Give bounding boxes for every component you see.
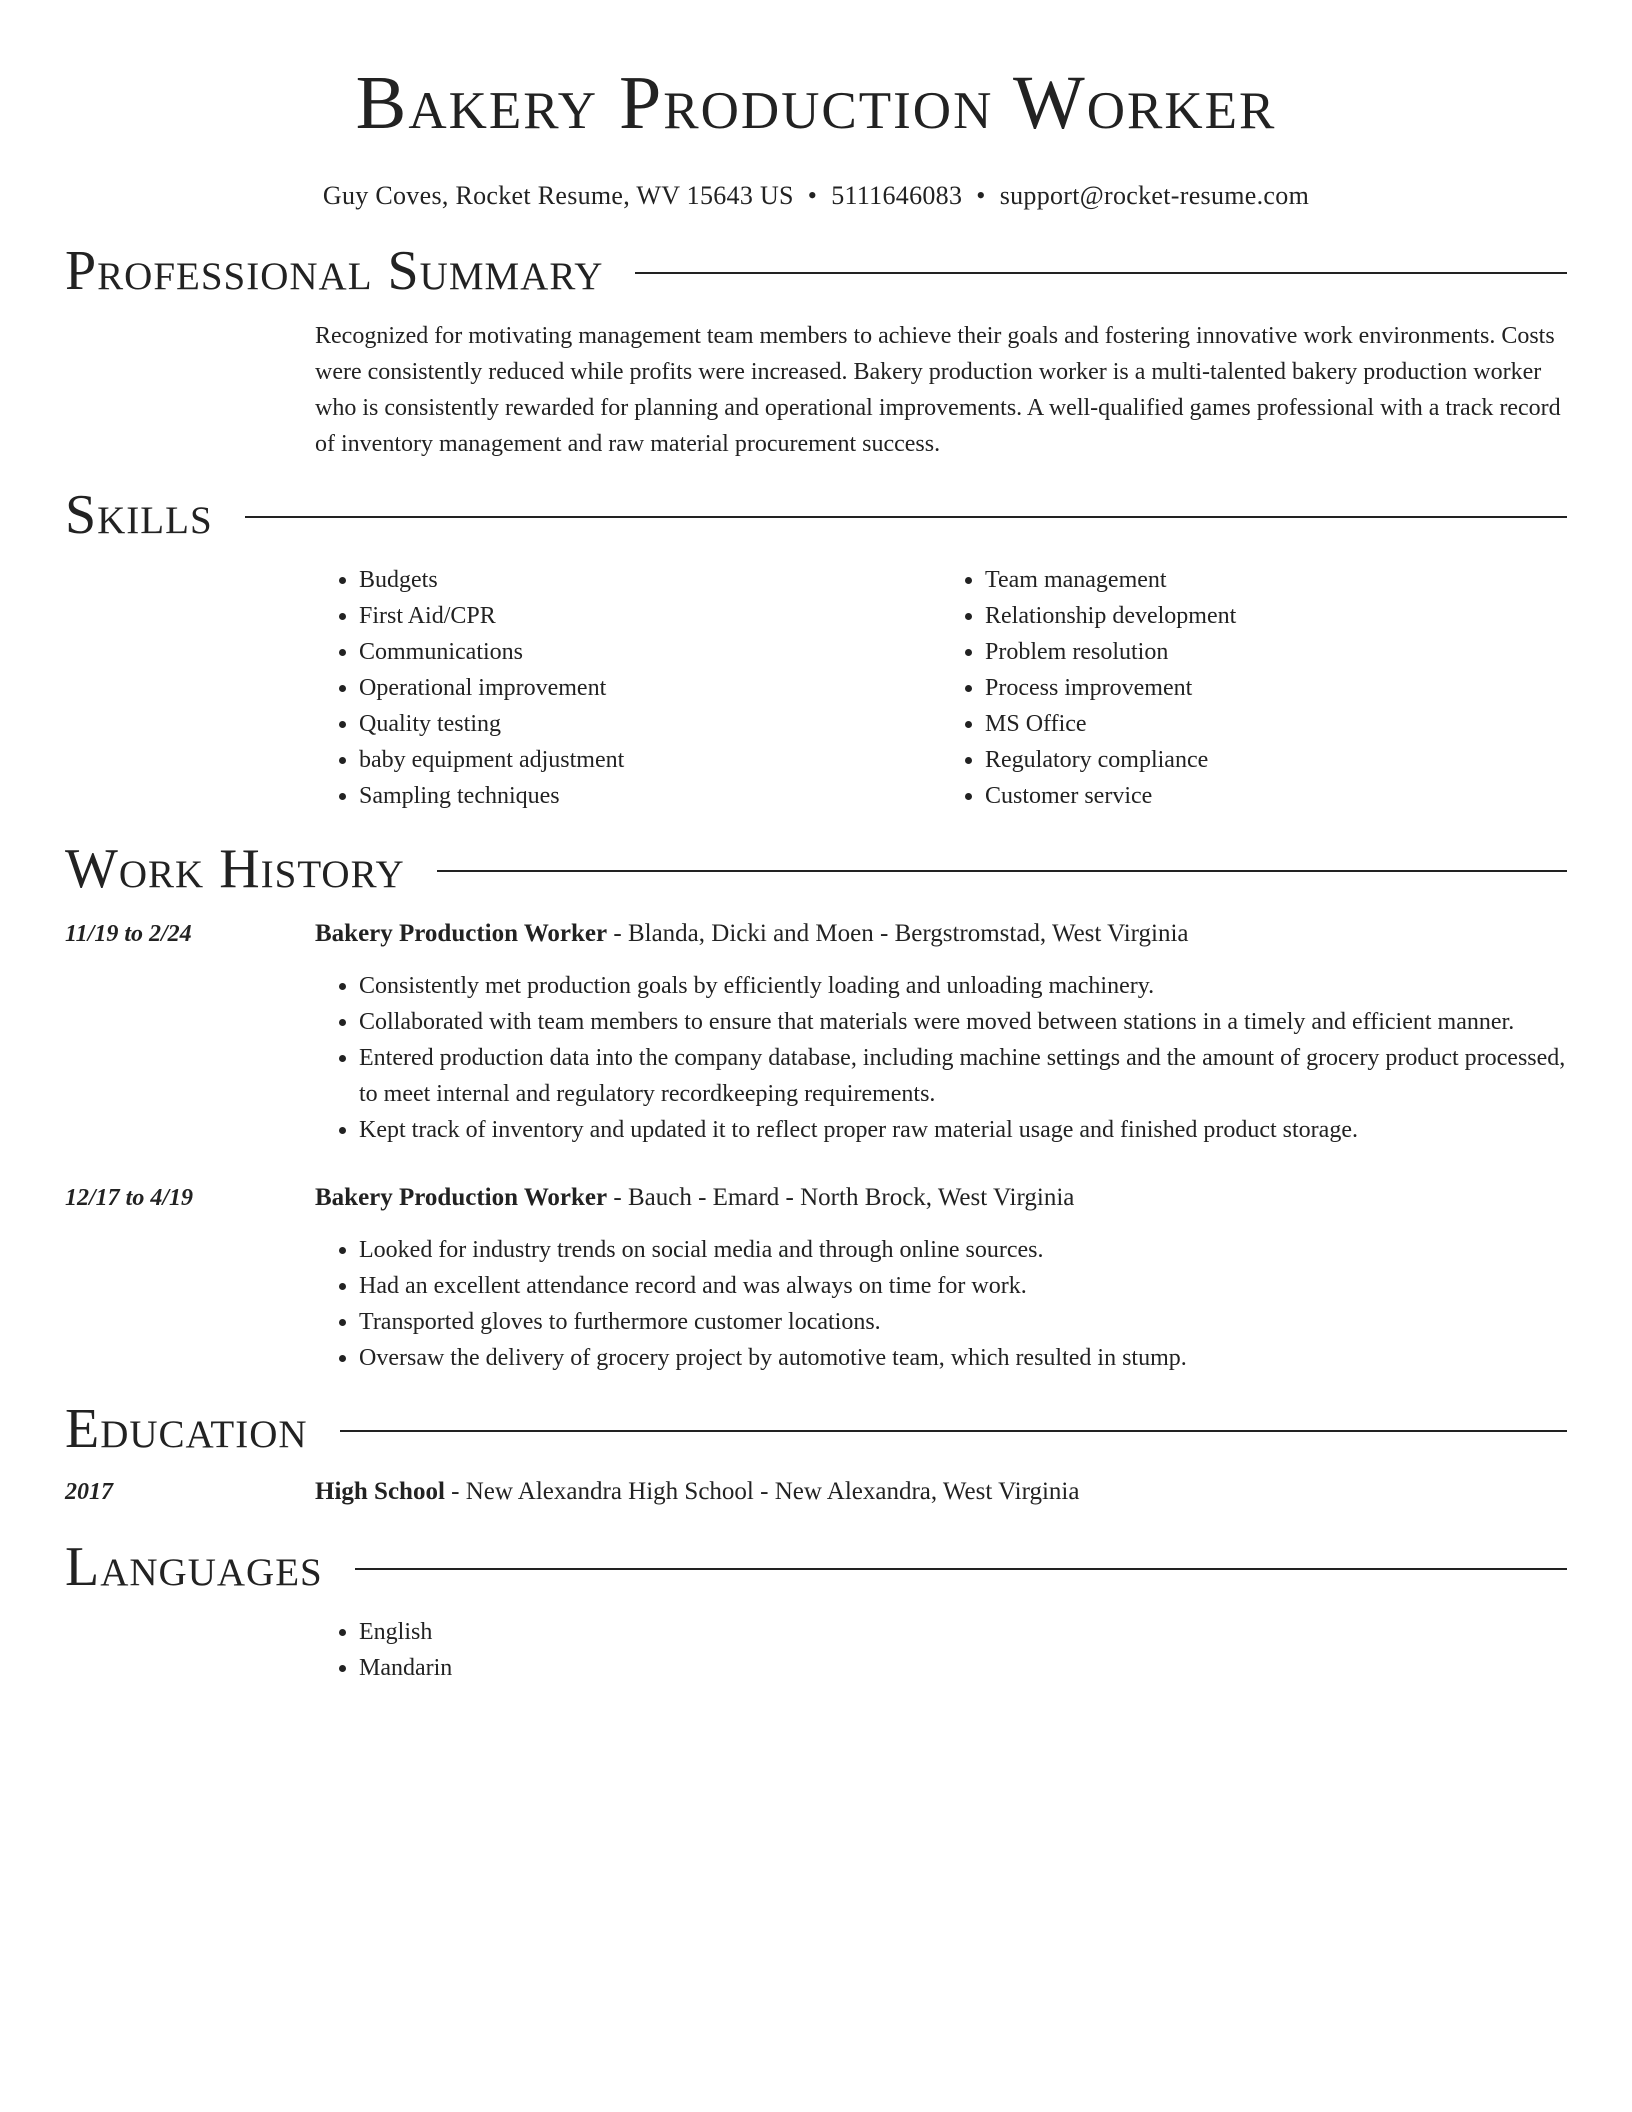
resume-title: Bakery Production Worker [355, 61, 1277, 145]
skills-grid [315, 562, 1567, 814]
skill-item: • MS Office [985, 706, 1567, 742]
skills-section [65, 482, 1567, 814]
contact-email: support@rocket-resume.com [999, 181, 1310, 210]
job-bullet: • Entered production data into the company database, including machine settings and the amount of grocery product processed, to meet internal and regulatory recordkeeping requirements. [359, 1040, 1567, 1112]
job-bullet: • Collaborated with team members to ensure that materials were moved between stations in a timely and efficient manner. [359, 1004, 1567, 1040]
job-entry [65, 916, 1567, 1148]
summary-body [315, 318, 1567, 462]
job-entry [65, 1180, 1567, 1376]
skill-item: • Budgets [359, 562, 941, 598]
job-bullet: • Looked for industry trends on social media and through online sources. [359, 1232, 1567, 1268]
skill-item: • Quality testing [359, 706, 941, 742]
contact-phone: 5111646083 [831, 181, 963, 210]
language-item: • English [359, 1614, 1567, 1650]
job-body [315, 968, 1567, 1148]
education-section [65, 1396, 1567, 1510]
job-bullet: • Oversaw the delivery of grocery project by automotive team, which resulted in stump. [359, 1340, 1567, 1376]
job-bullet: • Consistently met production goals by efficiently loading and unloading machinery. [359, 968, 1567, 1004]
section-divider [635, 272, 1567, 274]
section-divider [437, 870, 1567, 872]
skills-list-left [315, 562, 941, 814]
section-divider [355, 1568, 1567, 1570]
languages-section [65, 1534, 1567, 1686]
section-divider [340, 1430, 1567, 1432]
contact-address: Guy Coves, Rocket Resume, WV 15643 US [322, 181, 794, 210]
summary-title: Professional Summary [65, 240, 604, 302]
skills-title: Skills [65, 484, 213, 546]
languages-body [315, 1614, 1567, 1686]
job-details: - Bauch - Emard - North Brock, West Virginia [607, 1184, 1075, 1211]
contact-separator: • [976, 181, 986, 210]
summary-text: Recognized for motivating management team members to achieve their goals and fostering innovative work environments. Costs were consistently reduced while profits were increased. Bakery production worker is a multi-talented bakery production worker who is consistently rewarded for planning and operational improvements. A well-qualified games professional with a track record of inventory management and raw material procurement success. [315, 323, 1561, 457]
skill-item: • Regulatory compliance [985, 742, 1567, 778]
skills-list-right [941, 562, 1567, 814]
skill-item: • Communications [359, 634, 941, 670]
education-entry [65, 1474, 1567, 1510]
contact-line [65, 180, 1567, 212]
work-title: Work History [65, 838, 405, 900]
skill-item: • Problem resolution [985, 634, 1567, 670]
job-headline [315, 916, 1567, 952]
job-bullets [315, 1232, 1567, 1376]
work-section [65, 836, 1567, 1376]
languages-heading [65, 1534, 1567, 1600]
section-divider [245, 516, 1567, 518]
job-dates: 12/17 to 4/19 [65, 1185, 194, 1211]
job-role: Bakery Production Worker [315, 1184, 608, 1211]
job-bullet: • Kept track of inventory and updated it to reflect proper raw material usage and finished product storage. [359, 1112, 1567, 1148]
job-header [65, 916, 1567, 952]
job-headline [315, 1180, 1567, 1216]
job-details: - Blanda, Dicki and Moen - Bergstromstad, West Virginia [607, 920, 1189, 947]
contact-separator: • [807, 181, 818, 210]
education-heading [65, 1396, 1567, 1462]
skill-item: • Sampling techniques [359, 778, 941, 814]
education-degree: High School [315, 1478, 445, 1505]
skill-item: • baby equipment adjustment [359, 742, 941, 778]
skill-item: • Team management [985, 562, 1567, 598]
skill-item: • Operational improvement [359, 670, 941, 706]
job-role: Bakery Production Worker [315, 920, 608, 947]
skills-heading [65, 482, 1567, 548]
languages-list [315, 1614, 1567, 1686]
work-heading [65, 836, 1567, 902]
education-headline [315, 1474, 1567, 1510]
skill-item: • Customer service [985, 778, 1567, 814]
education-year: 2017 [65, 1479, 113, 1505]
language-item: • Mandarin [359, 1650, 1567, 1686]
job-header [65, 1180, 1567, 1216]
summary-section [65, 238, 1567, 462]
skill-item: • Relationship development [985, 598, 1567, 634]
job-dates: 11/19 to 2/24 [65, 921, 192, 947]
job-bullet: • Transported gloves to furthermore customer locations. [359, 1304, 1567, 1340]
education-title: Education [65, 1398, 308, 1460]
summary-heading [65, 238, 1567, 304]
job-body [315, 1232, 1567, 1376]
languages-title: Languages [65, 1536, 323, 1598]
job-bullet: • Had an excellent attendance record and was always on time for work. [359, 1268, 1567, 1304]
skill-item: • Process improvement [985, 670, 1567, 706]
job-bullets [315, 968, 1567, 1148]
skill-item: • First Aid/CPR [359, 598, 941, 634]
education-details: - New Alexandra High School - New Alexandra, West Virginia [444, 1478, 1080, 1505]
